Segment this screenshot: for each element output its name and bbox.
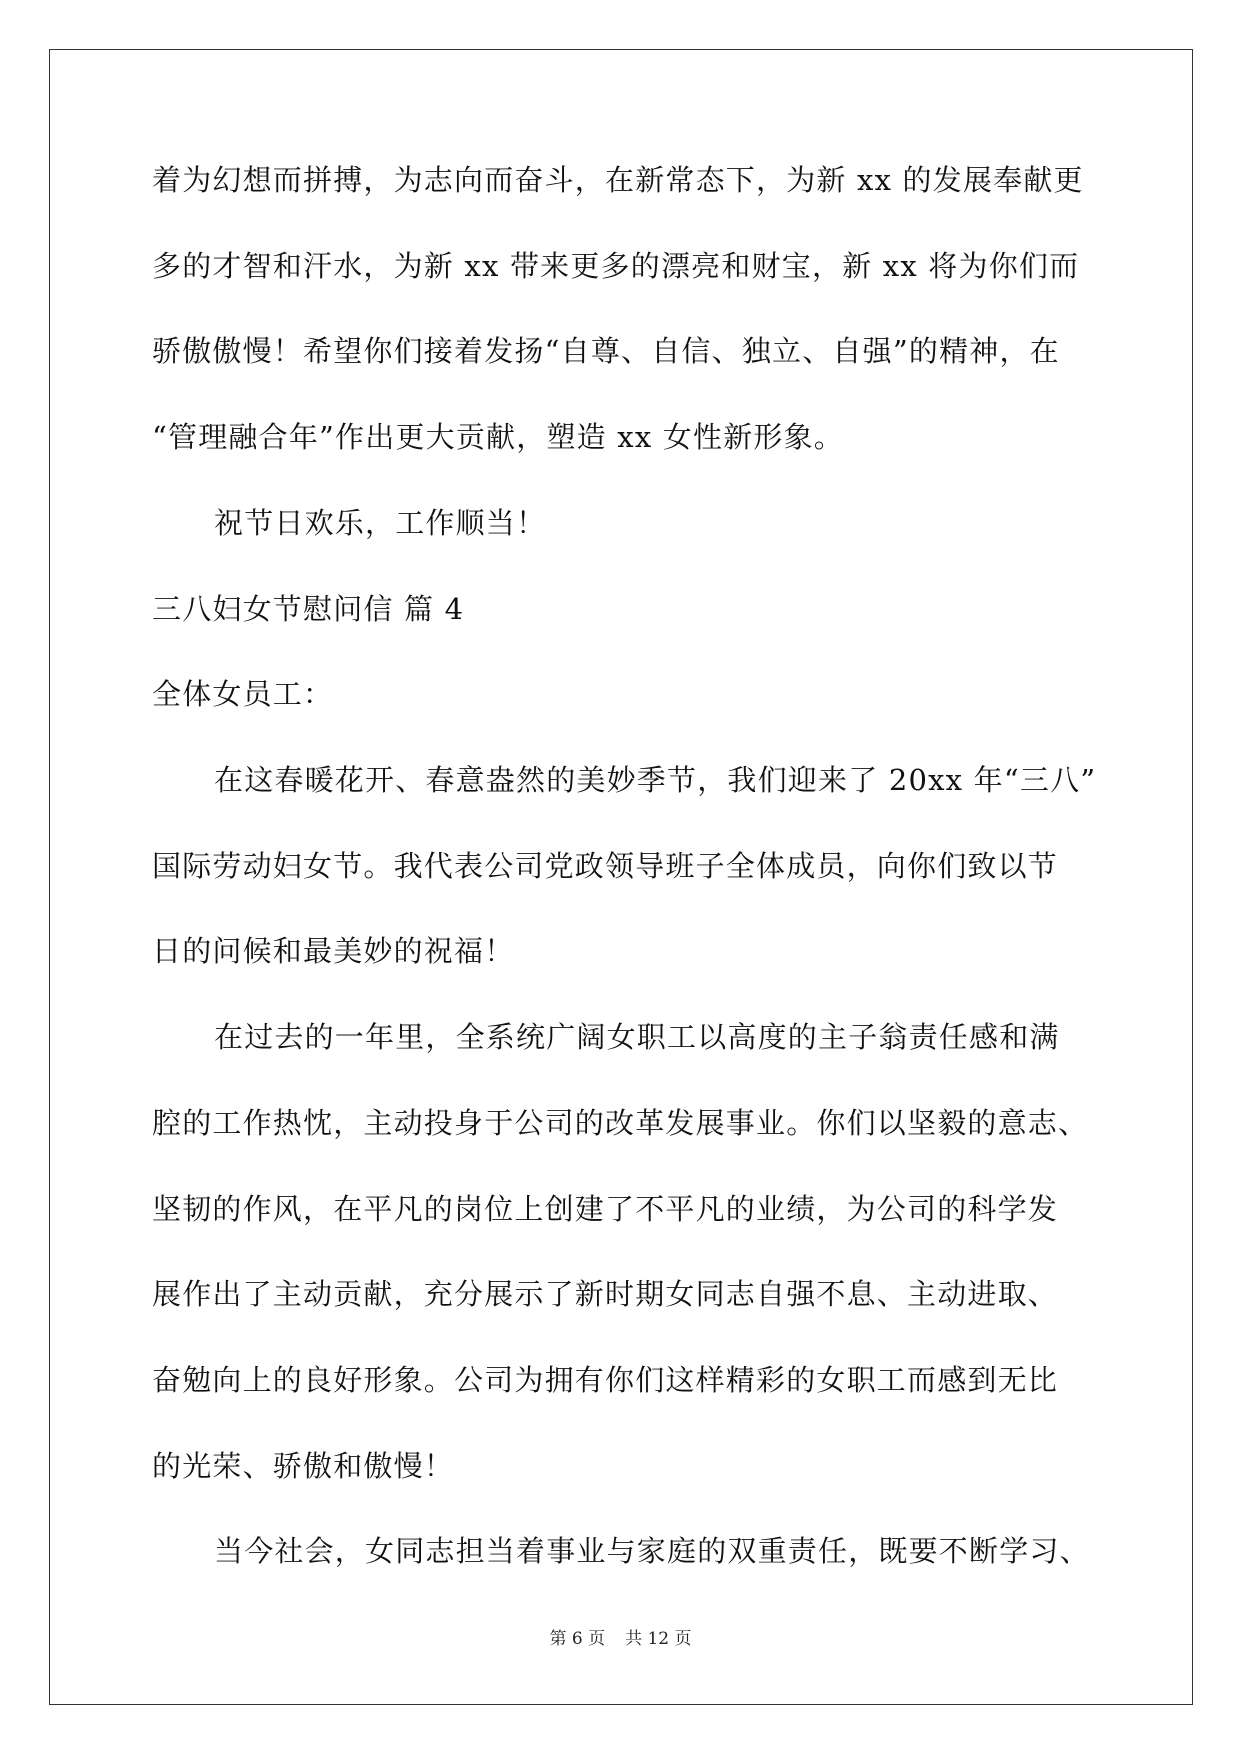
text-line: 着为幻想而拼搏，为志向而奋斗，在新常态下，为新 xx 的发展奉献更 (152, 163, 1084, 197)
paragraph-line: 当今社会，女同志担当着事业与家庭的双重责任，既要不断学习、 (214, 1534, 1090, 1568)
text-line: 多的才智和汗水，为新 xx 带来更多的漂亮和财宝，新 xx 将为你们而 (152, 249, 1080, 283)
text-line: 国际劳动妇女节。我代表公司党政领导班子全体成员，向你们致以节 (152, 849, 1059, 883)
salutation: 全体女员工： (152, 677, 334, 711)
text-line: 的光荣、骄傲和傲慢！ (152, 1449, 455, 1483)
paragraph-line: 在这春暖花开、春意盎然的美妙季节，我们迎来了 20xx 年“三八” (214, 763, 1097, 797)
paragraph-line: 祝节日欢乐，工作顺当！ (214, 506, 547, 540)
text-line: “管理融合年”作出更大贡献，塑造 xx 女性新形象。 (152, 420, 844, 454)
page-total: 共 12 页 (625, 1629, 692, 1649)
page-footer (0, 1627, 1241, 1651)
text-line: 展作出了主动贡献，充分展示了新时期女同志自强不息、主动进取、 (152, 1277, 1059, 1311)
section-heading: 三八妇女节慰问信 篇 4 (152, 592, 465, 626)
page-number: 第 6 页 (549, 1629, 606, 1649)
paragraph-line: 在过去的一年里，全系统广阔女职工以高度的主子翁责任感和满 (214, 1020, 1060, 1054)
text-line: 腔的工作热忱，主动投身于公司的改革发展事业。你们以坚毅的意志、 (152, 1106, 1089, 1140)
text-line: 坚韧的作风，在平凡的岗位上创建了不平凡的业绩，为公司的科学发 (152, 1192, 1059, 1226)
text-line: 奋勉向上的良好形象。公司为拥有你们这样精彩的女职工而感到无比 (152, 1363, 1059, 1397)
text-line: 骄傲傲慢！希望你们接着发扬“自尊、自信、独立、自强”的精神，在 (152, 334, 1060, 368)
text-line: 日的问候和最美妙的祝福！ (152, 934, 515, 968)
